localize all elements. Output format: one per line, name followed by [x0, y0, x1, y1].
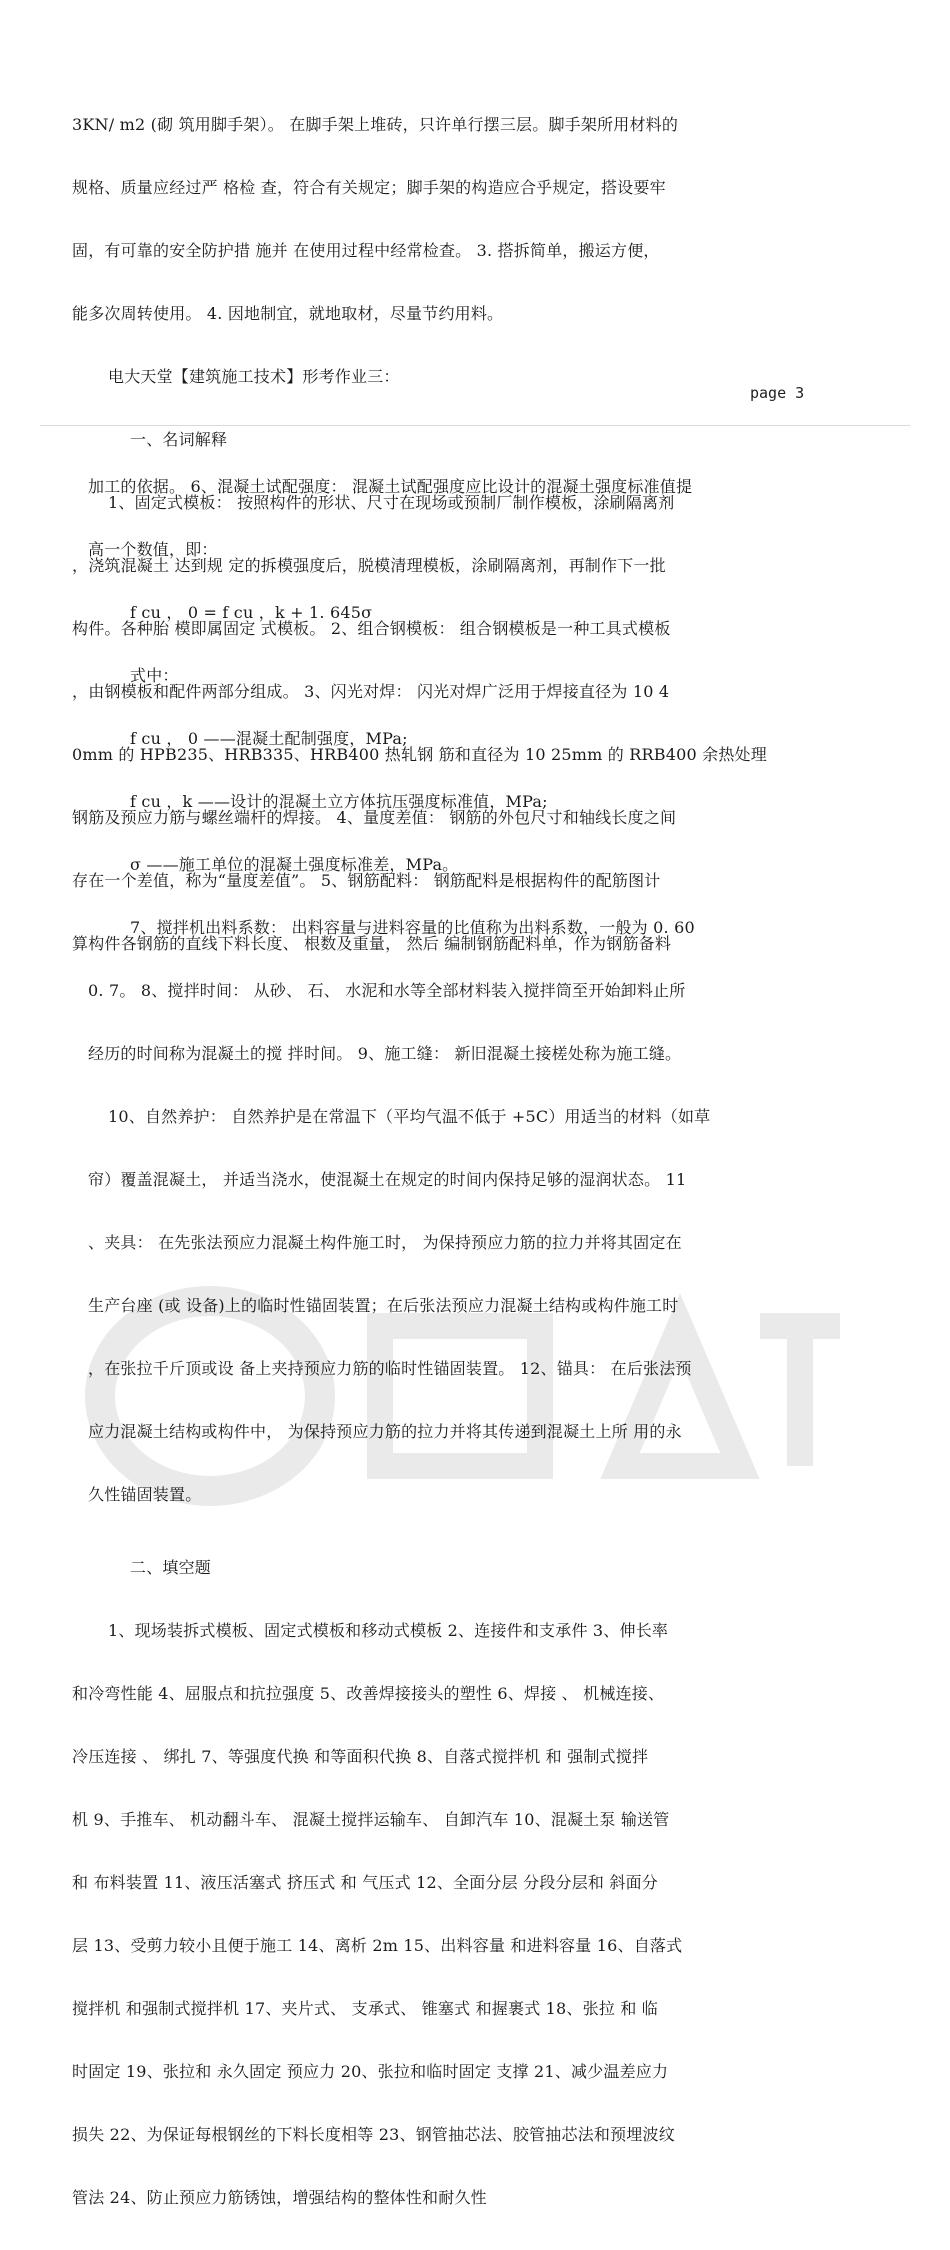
- text-line: 搅拌机 和强制式搅拌机 17、夹片式、 支承式、 锥塞式 和握裹式 18、张拉 和 临: [72, 1999, 659, 2018]
- text-line: 式中：: [130, 666, 179, 685]
- text-line: 10、自然养护： 自然养护是在常温下（平均气温不低于 +5C）用适当的材料（如草: [108, 1107, 711, 1126]
- text-line: 钢筋及预应力筋与螺丝端杆的焊接。 4、量度差值： 钢筋的外包尺寸和轴线长度之间: [72, 808, 677, 827]
- text-line: 生产台座 (或 设备)上的临时性锚固装置；在后张法预应力混凝土结构或构件施工时: [88, 1296, 679, 1315]
- formula-definition: f cu ， 0 ——混凝土配制强度，MPa;: [130, 729, 408, 748]
- text-line: 0. 7。 8、搅拌时间： 从砂、 石、 水泥和水等全部材料装入搅拌筒至开始卸料止所: [88, 981, 686, 1000]
- text-line: 3KN/ m2 (砌 筑用脚手架）。 在脚手架上堆砖，只许单行摆三层。脚手架所用材料的: [72, 115, 679, 134]
- text-line: ，浇筑混凝土 达到规 定的拆模强度后，脱模清理模板，涂刷隔离剂，再制作下一批: [72, 556, 666, 575]
- section-heading-terms: 一、名词解释: [130, 430, 228, 449]
- page-number: page 3: [750, 384, 805, 402]
- text-line: ，在张拉千斤顶或设 备上夹持预应力筋的临时性锚固装置。 12、锚具： 在后张法预: [88, 1359, 692, 1378]
- formula-definition: σ ——施工单位的混凝土强度标准差，MPa。: [130, 855, 459, 874]
- text-line: 构件。各种胎 模即属固定 式模板。 2、组合钢模板： 组合钢模板是一种工具式模板: [72, 619, 671, 638]
- text-line: 、夹具： 在先张法预应力混凝土构件施工时， 为保持预应力筋的拉力并将其固定在: [88, 1233, 682, 1252]
- text-line: 算构件各钢筋的直线下料长度、 根数及重量， 然后 编制钢筋配料单，作为钢筋备料: [72, 934, 672, 953]
- text-line: 能多次周转使用。 4. 因地制宜，就地取材，尽量节约用料。: [72, 304, 504, 323]
- text-line: 固，有可靠的安全防护措 施并 在使用过程中经常检查。 3. 搭拆简单，搬运方便，: [72, 241, 660, 260]
- text-line: 层 13、受剪力较小且便于施工 14、离析 2m 15、出料容量 和进料容量 16、自落式: [72, 1936, 683, 1955]
- text-line: 0mm 的 HPB235、HRB335、HRB400 热轧钢 筋和直径为 10 25mm 的 RRB400 余热处理: [72, 745, 767, 764]
- text-line: 冷压连接 、 绑扎 7、等强度代换 和等面积代换 8、自落式搅拌机 和 强制式搅拌: [72, 1747, 649, 1766]
- text-line: 1、固定式模板： 按照构件的形状、尺寸在现场或预制厂制作模板，涂刷隔离剂: [108, 493, 675, 512]
- text-line: 帘）覆盖混凝土， 并适当浇水，使混凝土在规定的时间内保持足够的湿润状态。 11: [88, 1170, 687, 1189]
- section-heading-fill-in: 二、填空题: [130, 1558, 212, 1577]
- text-line: 和 布料装置 11、液压活塞式 挤压式 和 气压式 12、全面分层 分段分层和 斜面分: [72, 1873, 659, 1892]
- text-line: ，由钢模板和配件两部分组成。 3、闪光对焊： 闪光对焊广泛用于焊接直径为 10 4: [72, 682, 670, 701]
- text-line: 1、现场装拆式模板、固定式模板和移动式模板 2、连接件和支承件 3、伸长率: [108, 1621, 669, 1640]
- text-line: 经历的时间称为混凝土的搅 拌时间。 9、施工缝： 新旧混凝土接槎处称为施工缝。: [88, 1044, 682, 1063]
- formula-line: f cu ， 0 = f cu ，k + 1. 645σ: [130, 603, 373, 622]
- text-line: 高一个数值，即：: [88, 540, 218, 559]
- text-line: 机 9、手推车、 机动翻斗车、 混凝土搅拌运输车、 自卸汽车 10、混凝土泵 输送管: [72, 1810, 670, 1829]
- text-line: 应力混凝土结构或构件中， 为保持预应力筋的拉力并将其传递到混凝土上所 用的永: [88, 1422, 682, 1441]
- text-line: 存在一个差值，称为“量度差值”。 5、钢筋配料： 钢筋配料是根据构件的配筋图计: [72, 871, 661, 890]
- text-line: 时固定 19、张拉和 永久固定 预应力 20、张拉和临时固定 支撑 21、减少温差应力: [72, 2062, 669, 2081]
- text-line: 管法 24、防止预应力筋锈蚀，增强结构的整体性和耐久性: [72, 2188, 487, 2207]
- text-line: 规格、质量应经过严 格检 查，符合有关规定；脚手架的构造应合乎规定，搭设要牢: [72, 178, 666, 197]
- text-line: 损失 22、为保证每根钢丝的下料长度相等 23、钢管抽芯法、胶管抽芯法和预埋波纹: [72, 2125, 675, 2144]
- text-line: 和冷弯性能 4、屈服点和抗拉强度 5、改善焊接接头的塑性 6、焊接 、 机械连接、: [72, 1684, 665, 1703]
- page-bottom: [0, 426, 950, 2207]
- text-line: 7、搅拌机出料系数： 出料容量与进料容量的比值称为出料系数，一般为 0. 60: [130, 918, 695, 937]
- text-line: 加工的依据。 6、混凝土试配强度： 混凝土试配强度应比设计的混凝土强度标准值提: [88, 477, 693, 496]
- text-line: 久性锚固装置。: [88, 1485, 202, 1504]
- formula-definition: f cu ，k ——设计的混凝土立方体抗压强度标准值，MPa;: [130, 792, 548, 811]
- assignment-title: 电大天堂【建筑施工技术】形考作业三：: [108, 367, 400, 386]
- page-bottom-text: [72, 434, 862, 2250]
